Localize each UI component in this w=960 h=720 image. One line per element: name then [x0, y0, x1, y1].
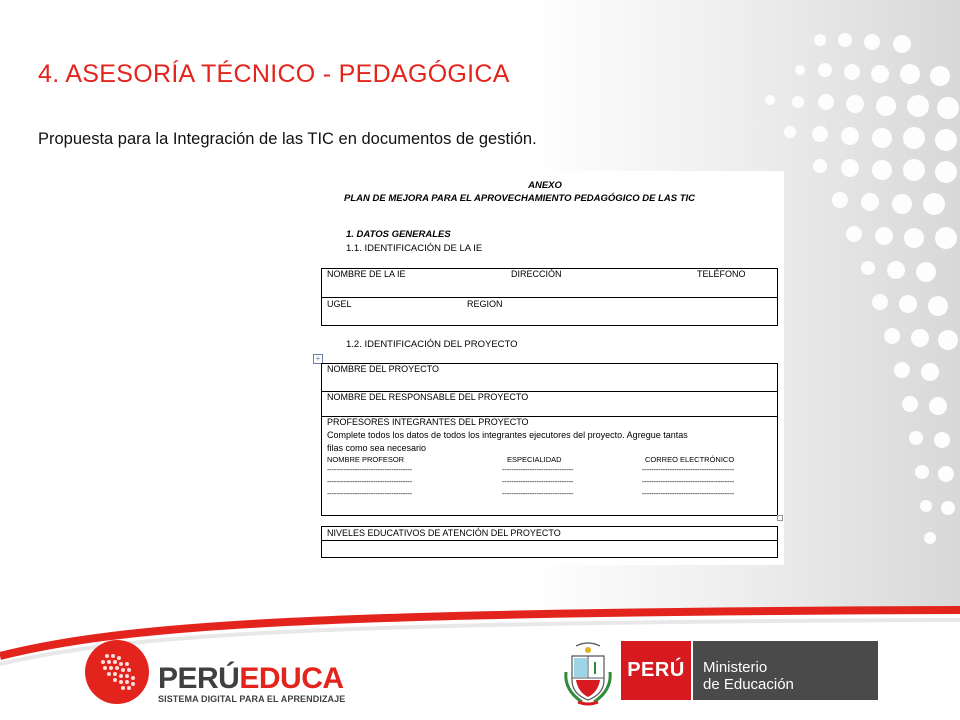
- ministry-line-2: de Educación: [703, 676, 794, 693]
- subsection-identificacion-proyecto: 1.2. IDENTIFICACIÓN DEL PROYECTO: [346, 339, 518, 350]
- peru-map-icon: [85, 640, 149, 704]
- table-divider: [321, 297, 777, 298]
- dash-row-3-col2: -------------------------------: [502, 489, 574, 498]
- cell-region: REGION: [467, 299, 503, 309]
- ministry-label: [693, 641, 878, 700]
- document-image: [306, 171, 784, 565]
- subsection-identificacion-ie: 1.1. IDENTIFICACIÓN DE LA IE: [346, 243, 483, 254]
- peru-label: PERÚ: [621, 641, 691, 700]
- slide-title: 4. ASESORÍA TÉCNICO - PEDAGÓGICA: [38, 60, 510, 88]
- cell-ugel: UGEL: [327, 299, 352, 309]
- table-anchor-icon: +: [313, 354, 323, 364]
- cell-nombre-ie: NOMBRE DE LA IE: [327, 269, 406, 279]
- cell-niveles: NIVELES EDUCATIVOS DE ATENCIÓN DEL PROYECTO: [327, 528, 561, 538]
- brand-name: [158, 662, 344, 696]
- perueduca-logo: [85, 640, 149, 704]
- dash-row-2-col3: ----------------------------------------: [642, 477, 734, 486]
- instruccion-line-2: filas como sea necesario: [327, 443, 427, 453]
- brand-educa: EDUCA: [239, 662, 344, 695]
- ministry-line-1: Ministerio: [703, 659, 768, 676]
- cell-responsable: NOMBRE DEL RESPONSABLE DEL PROYECTO: [327, 392, 529, 402]
- brand-tagline: SISTEMA DIGITAL PARA EL APRENDIZAJE: [158, 694, 346, 704]
- cell-direccion: DIRECCIÓN: [511, 269, 562, 279]
- cell-telefono: TELÉFONO: [697, 269, 746, 279]
- slide-subtitle: Propuesta para la Integración de las TIC en documentos de gestión.: [38, 130, 537, 148]
- coat-of-arms-icon: [562, 642, 614, 708]
- brand-peru: PERÚ: [158, 662, 240, 695]
- instruccion-line-1: Complete todos los datos de todos los integrantes ejecutores del proyecto. Agregue tantas: [327, 430, 688, 440]
- dash-row-2-col1: -------------------------------------: [327, 477, 413, 486]
- table-divider: [321, 540, 777, 541]
- dash-row-3-col1: -------------------------------------: [327, 489, 413, 498]
- cell-profesores: PROFESORES INTEGRANTES DEL PROYECTO: [327, 417, 529, 427]
- column-especialidad: ESPECIALIDAD: [507, 455, 562, 464]
- section-datos-generales: 1. DATOS GENERALES: [346, 229, 451, 240]
- dash-row-1-col3: ----------------------------------------: [642, 465, 734, 474]
- column-nombre-profesor: NOMBRE PROFESOR: [327, 455, 405, 464]
- document-heading: ANEXO: [528, 180, 562, 191]
- column-correo: CORREO ELECTRÓNICO: [645, 455, 735, 464]
- dash-row-1-col2: -------------------------------: [502, 465, 574, 474]
- dash-row-1-col1: -------------------------------------: [327, 465, 413, 474]
- document-subheading: PLAN DE MEJORA PARA EL APROVECHAMIENTO PEDAGÓGICO DE LAS TIC: [344, 193, 696, 204]
- cell-nombre-proyecto: NOMBRE DEL PROYECTO: [327, 364, 440, 374]
- dash-row-3-col3: ----------------------------------------: [642, 489, 734, 498]
- dash-row-2-col2: -------------------------------: [502, 477, 574, 486]
- table-resize-handle: [777, 515, 783, 521]
